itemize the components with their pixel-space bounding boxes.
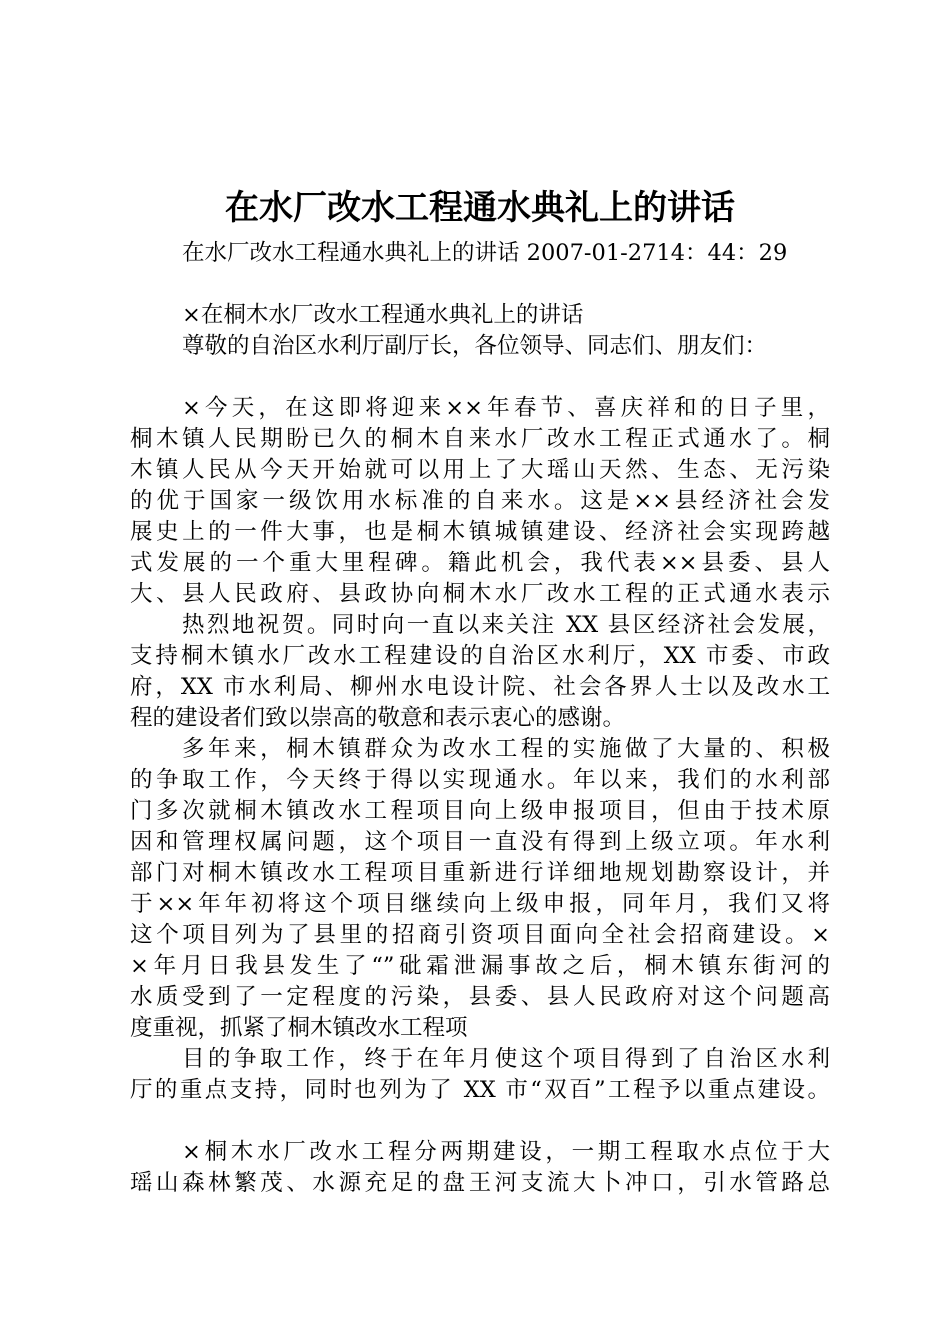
- paragraph-line: 府，XX 市水利局、柳州水电设计院、社会各界人士以及改水工: [130, 674, 830, 700]
- paragraph-line: 大、县人民政府、县政协向桐木水厂改水工程的正式通水表示: [130, 581, 830, 607]
- paragraph-line: ×今天，在这即将迎来××年春节、喜庆祥和的日子里，: [182, 395, 830, 421]
- document-title: 在水厂改水工程通水典礼上的讲话: [225, 188, 735, 228]
- paragraph-line: 的优于国家一级饮用水标准的自来水。这是××县经济社会发: [130, 488, 830, 514]
- paragraph-line: 瑶山森林繁茂、水源充足的盘王河支流大卜冲口，引水管路总: [130, 1170, 830, 1196]
- paragraph-line: 热烈地祝贺。同时向一直以来关注 XX 县区经济社会发展，: [182, 612, 830, 638]
- paragraph-line: ×年月日我县发生了“”砒霜泄漏事故之后，桐木镇东街河的: [130, 953, 830, 979]
- salutation-heading: ×在桐木水厂改水工程通水典礼上的讲话: [182, 302, 584, 328]
- paragraph-line: 度重视，抓紧了桐木镇改水工程项: [130, 1015, 468, 1041]
- salutation-line: 尊敬的自治区水利厅副厅长，各位领导、同志们、朋友们：: [182, 333, 768, 359]
- paragraph-line: 厅的重点支持，同时也列为了 XX 市“双百”工程予以重点建设。: [130, 1077, 830, 1103]
- paragraph-line: 部门对桐木镇改水工程项目重新进行详细地规划勘察设计，并: [130, 860, 830, 886]
- subtitle-line: 在水厂改水工程通水典礼上的讲话 2007-01-2714：44：29: [182, 240, 788, 266]
- paragraph-line: 的争取工作，今天终于得以实现通水。年以来，我们的水利部: [130, 767, 830, 793]
- paragraph-line: 多年来，桐木镇群众为改水工程的实施做了大量的、积极: [182, 736, 830, 762]
- paragraph-line: 桐木镇人民期盼已久的桐木自来水厂改水工程正式通水了。桐: [130, 426, 830, 452]
- paragraph-line: 展史上的一件大事，也是桐木镇城镇建设、经济社会实现跨越: [130, 519, 830, 545]
- paragraph-line: 这个项目列为了县里的招商引资项目面向全社会招商建设。×: [130, 922, 830, 948]
- paragraph-line: 水质受到了一定程度的污染，县委、县人民政府对这个问题高: [130, 984, 830, 1010]
- paragraph-line: ×桐木水厂改水工程分两期建设，一期工程取水点位于大: [182, 1139, 830, 1165]
- paragraph-line: 门多次就桐木镇改水工程项目向上级申报项目，但由于技术原: [130, 798, 830, 824]
- paragraph-line: 程的建设者们致以崇高的敬意和表示衷心的感谢。: [130, 705, 626, 731]
- paragraph-line: 木镇人民从今天开始就可以用上了大瑶山天然、生态、无污染: [130, 457, 830, 483]
- paragraph-line: 因和管理权属问题，这个项目一直没有得到上级立项。年水利: [130, 829, 830, 855]
- paragraph-line: 于××年年初将这个项目继续向上级申报，同年月，我们又将: [130, 891, 830, 917]
- paragraph-line: 目的争取工作，终于在年月使这个项目得到了自治区水利: [182, 1046, 830, 1072]
- paragraph-line: 支持桐木镇水厂改水工程建设的自治区水利厅，XX 市委、市政: [130, 643, 830, 669]
- paragraph-line: 式发展的一个重大里程碑。籍此机会，我代表××县委、县人: [130, 550, 830, 576]
